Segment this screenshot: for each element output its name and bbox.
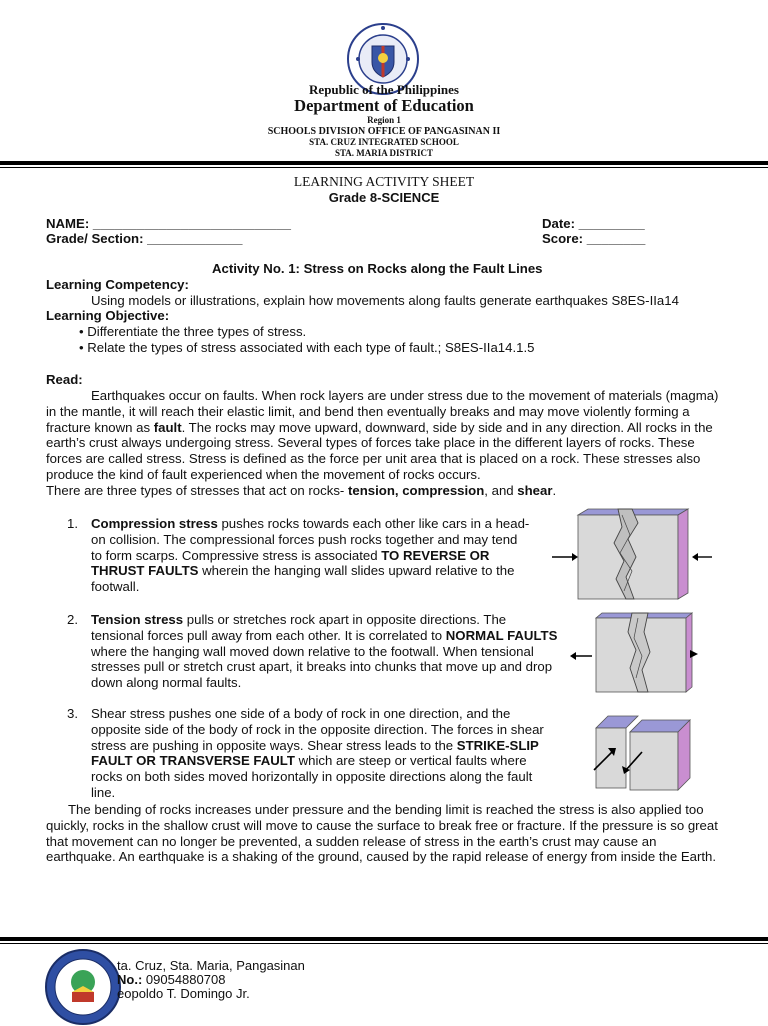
item-term: Tension stress — [91, 612, 184, 627]
grade-title: Grade 8-SCIENCE — [328, 190, 440, 205]
grade-section-field[interactable]: Grade/ Section: _____________ — [46, 231, 243, 246]
header-divider-thin — [0, 167, 768, 168]
school-line: STA. CRUZ INTEGRATED SCHOOL — [309, 137, 459, 147]
footer-divider-thick — [0, 937, 768, 941]
item-term: Compression stress — [91, 516, 218, 531]
tension-stress-figure — [570, 610, 700, 695]
stress-types-intro — [46, 483, 726, 499]
footer-phone — [117, 972, 225, 987]
competency-label: Learning Competency: — [46, 277, 189, 292]
compression-stress-figure — [548, 505, 718, 605]
closing-paragraph: The bending of rocks increases under pressure and the bending limit is reached the stress is also applied too quickly, rocks in the shallow crust will move to cause the surface to break free or fracture. If the pressure is so great that movement can no longer be prevented, a sudden release of stress in the earth’s crust may cause an earthquake. An earthquake is a shaking of the ground, caused by the rapid release of energy from inside the Earth. — [46, 802, 718, 865]
fault-term: fault — [153, 419, 182, 435]
item-body: pushes rocks towards each other like cars in a head-on collision. The compressional forces push rocks together and may tend to form scarps. Compressive stress is associated — [91, 516, 530, 563]
activity-title: Activity No. 1: Stress on Rocks along the Fault Lines — [212, 261, 543, 276]
department-title: Department of Education — [294, 96, 474, 115]
list-item-compression — [67, 516, 547, 596]
republic-line: Republic of the Philippines — [309, 82, 459, 97]
date-field[interactable]: Date: _________ — [542, 216, 645, 231]
item-body: pulls or stretches rock apart in opposite directions. The tensional forces pull away from each other. It is correlated to — [91, 612, 507, 643]
item-text — [91, 516, 531, 595]
item-body: wherein the hanging wall slides upward relative to the footwall. — [91, 563, 515, 595]
objective-item: • Differentiate the three types of stress. — [79, 324, 307, 339]
read-text: . The rocks may move upward, downward, side by side and in any direction. All rocks in the earth’s crust always undergoing stress. Several types of forces take place in the different layers of rocks. These forces are called stress. Stress is defined as the force per unit area that is placed on a rock. These stresses also produce the kind of fault experienced when the movement of rocks occurs. — [46, 419, 713, 482]
footer-address: ta. Cruz, Sta. Maria, Pangasinan — [117, 958, 305, 973]
intro-text: There are three types of stresses that act on rocks- — [46, 483, 348, 498]
item-fault-type: TO REVERSE OR THRUST FAULTS — [91, 547, 490, 579]
sheet-title: LEARNING ACTIVITY SHEET — [293, 174, 475, 189]
item-body: Shear stress pushes one side of a body of rock in one direction, and the opposite side of the body of rock in the opposite direction. The forces in shear stress are pushing in opposite ways. Shear stress leads to the — [91, 706, 544, 753]
intro-text: , and — [484, 483, 518, 498]
item-number: 3. — [67, 706, 78, 721]
item-fault-type: STRIKE-SLIP FAULT OR TRANSVERSE FAULT — [91, 737, 539, 769]
header-divider-thick — [0, 161, 768, 165]
intro-text: . — [552, 483, 557, 498]
read-paragraph — [46, 388, 726, 483]
objective-label: Learning Objective: — [46, 308, 170, 323]
shear-term: shear — [517, 483, 553, 498]
list-item-shear — [67, 706, 547, 801]
item-number: 2. — [67, 612, 78, 627]
district-line: STA. MARIA DISTRICT — [334, 148, 434, 158]
shear-stress-figure — [586, 712, 706, 794]
footer-divider-thin — [0, 943, 768, 944]
phone-number: 09054880708 — [142, 972, 226, 987]
name-field[interactable]: NAME: ___________________________ — [46, 216, 291, 231]
item-body: where the hanging wall moved down relative to the footwall. When tensional stresses pull or stretch crust apart, it breaks into chunks that move up and drop down along normal faults. — [91, 643, 553, 691]
list-item-tension — [67, 612, 567, 692]
item-body: which are steep or vertical faults where rocks on both sides moved horizontally in opposite directions along the fault line. — [91, 753, 533, 800]
competency-text: Using models or illustrations, explain how movements along faults generate earthquakes S8ES-IIa14 — [91, 293, 679, 308]
score-field[interactable]: Score: ________ — [542, 231, 646, 246]
item-fault-type: NORMAL FAULTS — [445, 627, 558, 643]
read-text: Earthquakes occur on faults. When rock layers are under stress due to the movement of materials (magma) in the mantle, it will reach their elastic limit, and bend then eventually breaks and may move violently forming a fracture known as — [46, 388, 719, 435]
item-text — [91, 612, 561, 691]
read-label: Read: — [46, 372, 83, 387]
footer-person: eopoldo T. Domingo Jr. — [117, 986, 250, 1001]
region-line: Region 1 — [367, 115, 401, 125]
item-text — [91, 706, 557, 801]
tension-compression-term: tension, compression — [347, 483, 485, 498]
division-line: SCHOOLS DIVISION OFFICE OF PANGASINAN II — [267, 126, 501, 137]
item-number: 1. — [67, 516, 78, 531]
school-seal-logo — [44, 948, 122, 1026]
phone-label: No.: — [117, 972, 143, 987]
objective-item: • Relate the types of stress associated with each type of fault.; S8ES-IIa14.1.5 — [79, 340, 535, 355]
